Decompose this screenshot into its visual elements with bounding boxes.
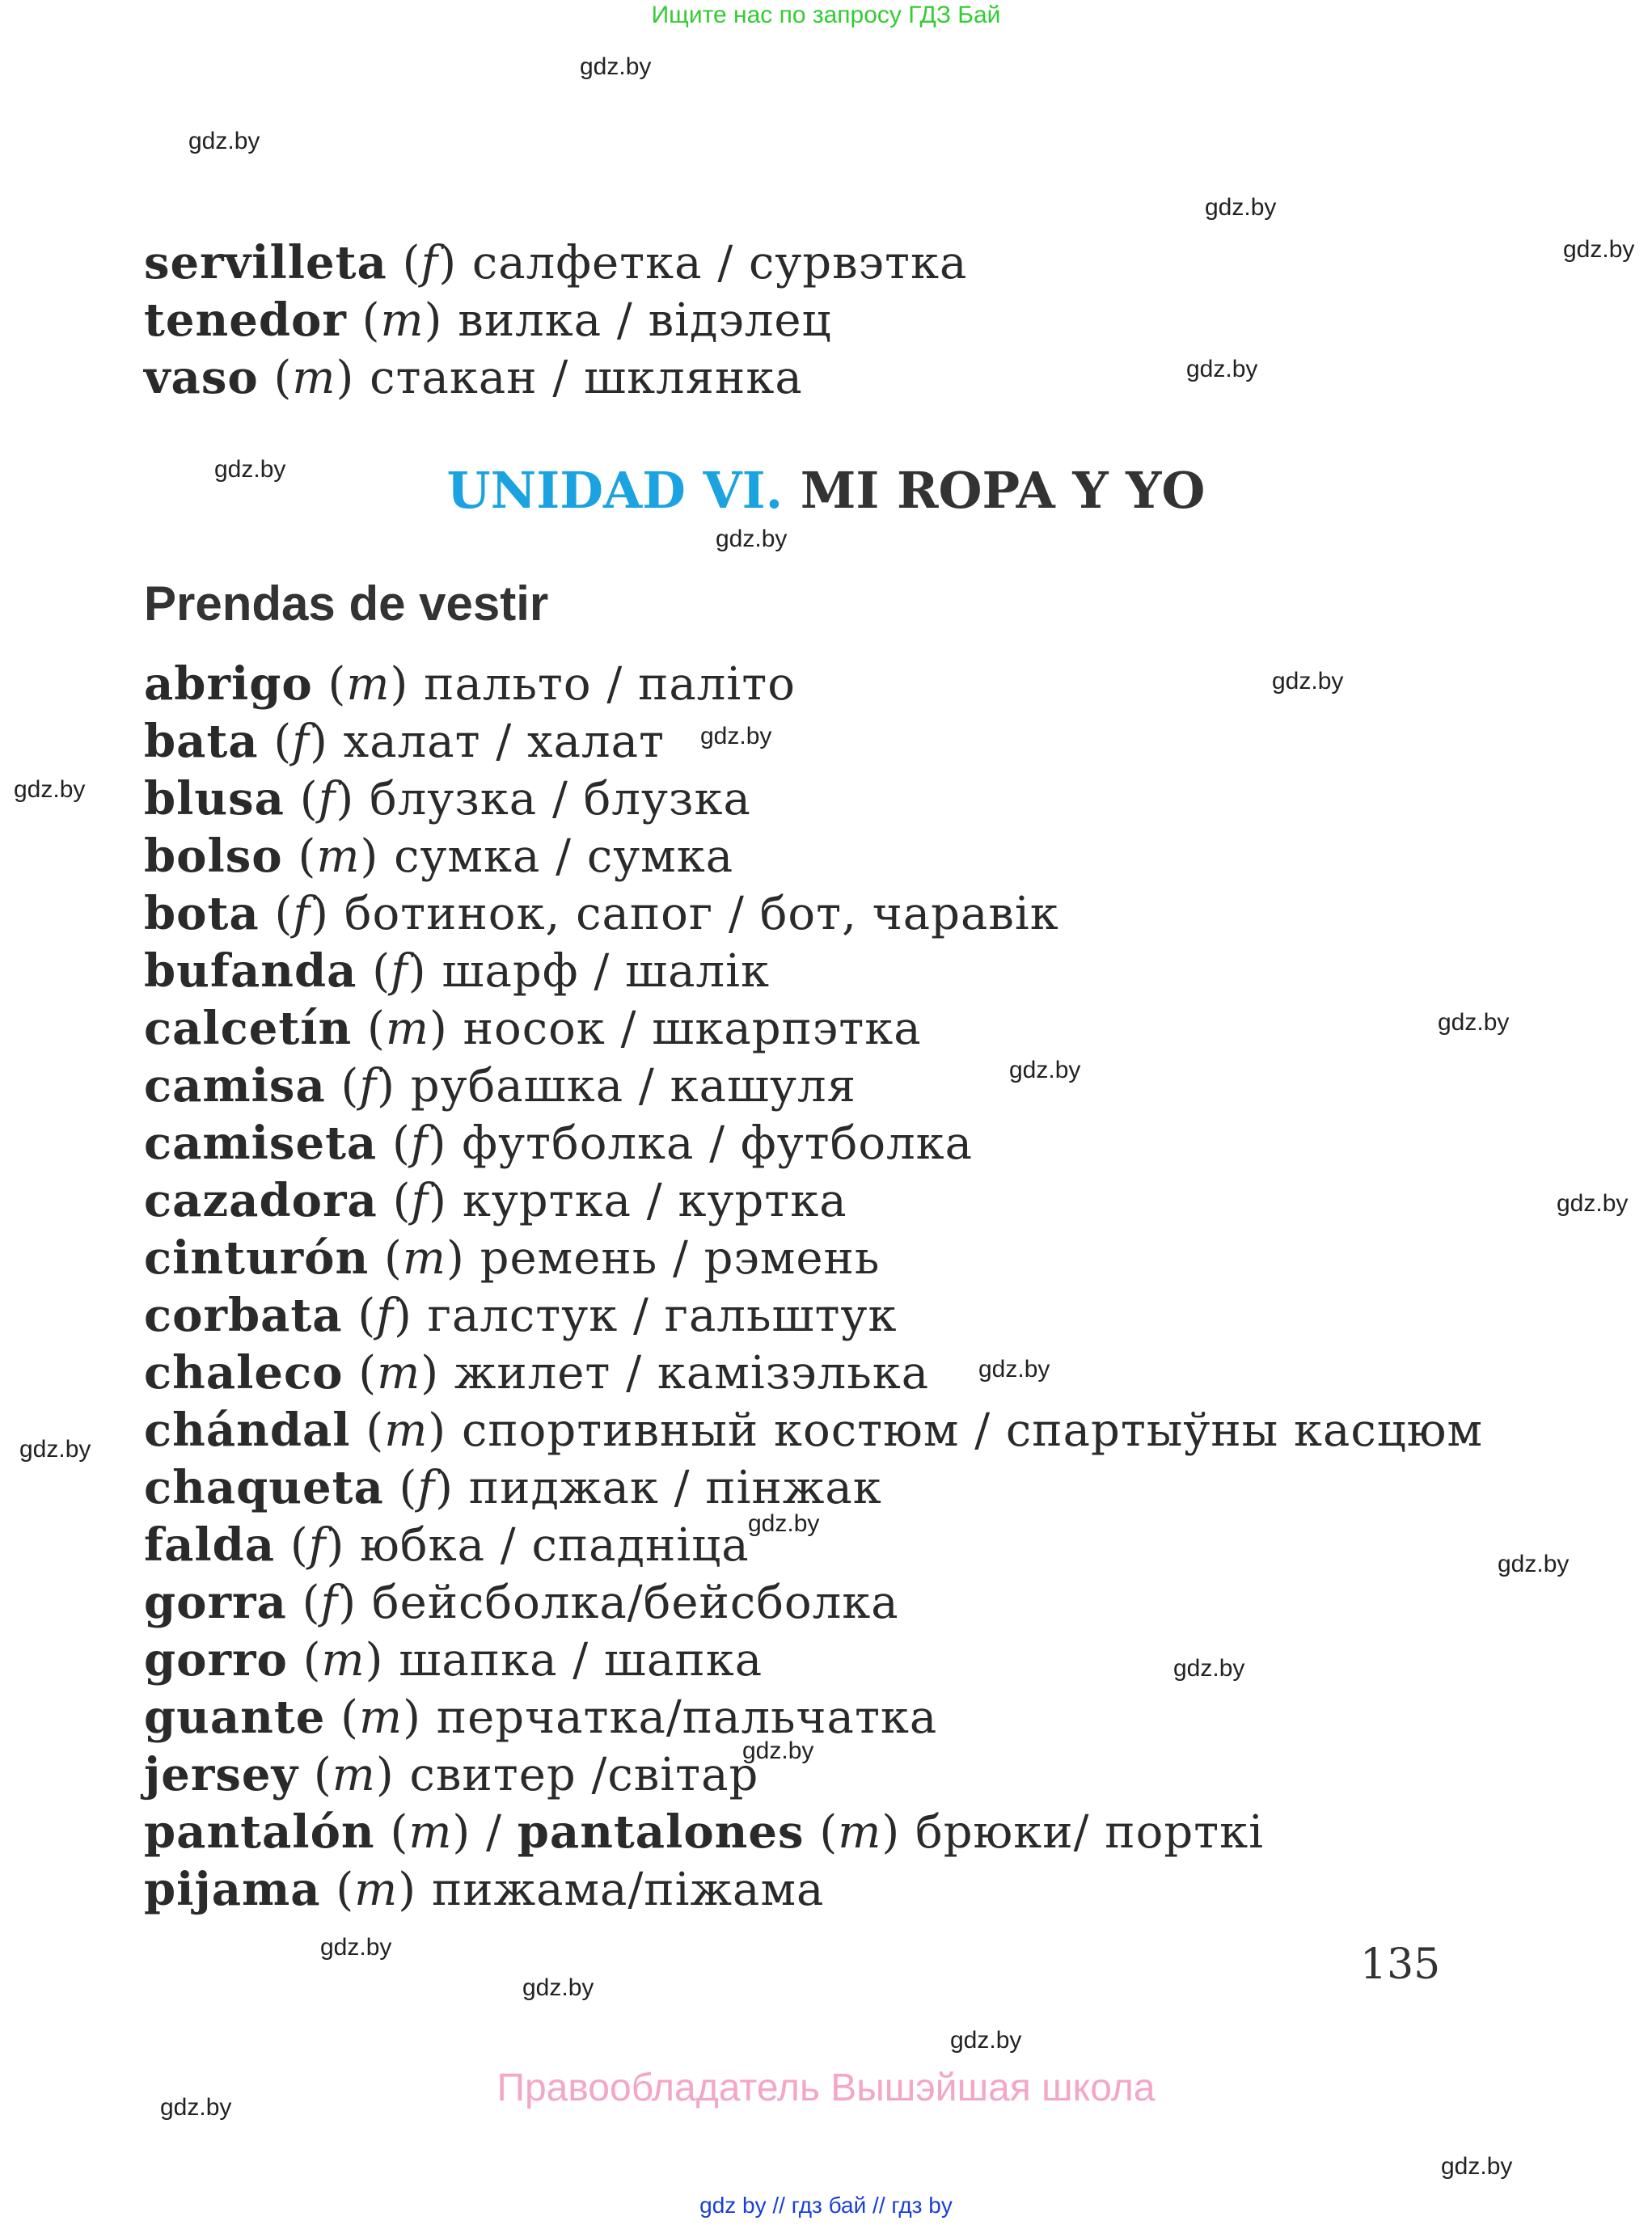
- watermark: gdz.by: [522, 1974, 594, 2001]
- paren-close: ): [377, 1060, 395, 1112]
- spanish-word: corbata: [144, 1289, 343, 1342]
- paren-open: (: [259, 888, 294, 940]
- paren-open: (: [284, 773, 319, 825]
- spanish-word: jersey: [144, 1748, 299, 1801]
- translation: халат / халат: [327, 716, 665, 768]
- gender-marker: m: [316, 830, 361, 883]
- vocabulary-entry: [144, 828, 1483, 885]
- gender-marker: m: [385, 1003, 430, 1055]
- paren-open: (: [350, 1404, 385, 1457]
- paren-close: ): [420, 1347, 440, 1400]
- translation: пижама/піжама: [416, 1864, 825, 1916]
- paren-open: (: [369, 1232, 403, 1285]
- translation: блузка / блузка: [354, 773, 751, 825]
- vocabulary-entry: [144, 234, 967, 292]
- watermark: gdz.by: [1173, 1655, 1245, 1682]
- paren-close: ): [326, 1519, 345, 1572]
- paren-open: (: [325, 1060, 360, 1112]
- vocabulary-entry: [144, 943, 1483, 1000]
- spanish-word: abrigo: [144, 657, 313, 711]
- paren-close: ): [424, 294, 443, 347]
- gender-marker: m: [380, 294, 425, 347]
- spanish-word: camiseta: [144, 1117, 378, 1170]
- gender-marker: m: [408, 1806, 453, 1859]
- paren-close: ): [336, 352, 355, 404]
- paren-open: (: [282, 830, 317, 883]
- vocabulary-entry: [144, 656, 1483, 713]
- translation: футболка / футболка: [446, 1117, 974, 1170]
- gender-marker: f: [411, 1175, 429, 1227]
- paren-close: ): [403, 1691, 421, 1744]
- paren-close: ): [309, 716, 328, 768]
- gender-marker: f: [391, 945, 408, 998]
- paren-open: (: [343, 1347, 378, 1400]
- translation: ботинок, сапог / бот, чаравік: [328, 888, 1059, 940]
- watermark: gdz.by: [742, 1737, 814, 1764]
- vocabulary-entry: [144, 1861, 1483, 1919]
- watermark: gdz.by: [214, 456, 286, 483]
- paren-open: (: [312, 658, 347, 711]
- gender-marker: m: [354, 1864, 399, 1916]
- paren-close: ): [336, 773, 355, 825]
- spanish-word-plural: pantalones: [517, 1805, 805, 1859]
- watermark: gdz.by: [1009, 1057, 1081, 1083]
- translation: юбка / спадніца: [344, 1519, 750, 1572]
- paren-open: (: [346, 294, 381, 347]
- paren-close: ): [435, 1462, 454, 1514]
- translation: стакан / шклянка: [354, 352, 803, 404]
- watermark: gdz.by: [716, 526, 788, 552]
- paren-open: (: [258, 716, 293, 768]
- watermark: gdz.by: [1186, 356, 1258, 382]
- gender-marker: m: [838, 1806, 882, 1859]
- watermark: gdz.by: [14, 776, 86, 803]
- translation: спортивный костюм / спартыўны касцюм: [446, 1404, 1484, 1457]
- vocabulary-entry: [144, 292, 967, 349]
- vocabulary-entry: [144, 1459, 1483, 1517]
- paren-close: ): [428, 1404, 447, 1457]
- watermark: gdz.by: [978, 1356, 1050, 1383]
- spanish-word: guante: [144, 1691, 326, 1744]
- paren-open: (: [342, 1290, 377, 1342]
- vocabulary-entry: [144, 1058, 1483, 1115]
- paren-close: ): [452, 1806, 471, 1859]
- vocabulary-entry: [144, 1287, 1483, 1345]
- paren-open: (: [287, 1634, 322, 1687]
- paren-close: ): [375, 1749, 395, 1801]
- watermark: gdz.by: [1563, 236, 1635, 263]
- spanish-word: pijama: [144, 1863, 321, 1916]
- vocabulary-entry: [144, 1746, 1483, 1804]
- vocabulary-entry: [144, 1000, 1483, 1058]
- paren-close: ): [446, 1232, 465, 1285]
- gender-marker: m: [359, 1691, 403, 1744]
- translation: вилка / відэлец: [442, 294, 832, 347]
- spanish-word: falda: [144, 1518, 276, 1572]
- spanish-word: chándal: [144, 1404, 351, 1457]
- paren-open: (: [298, 1749, 332, 1801]
- vocabulary-entry: [144, 885, 1483, 943]
- translation: сумка / сумка: [378, 830, 734, 883]
- vocabulary-entry: [144, 1804, 1483, 1861]
- vocabulary-entry: [144, 1172, 1483, 1230]
- paren-close: ): [311, 888, 329, 940]
- watermark: gdz.by: [950, 2027, 1022, 2054]
- vocabulary-entry: [144, 1689, 1483, 1746]
- vocabulary-entry: [144, 1632, 1483, 1689]
- paren-open: (: [286, 1577, 321, 1629]
- watermark: gdz.by: [188, 128, 260, 154]
- paren-open: (: [325, 1691, 360, 1744]
- gender-marker: m: [377, 1347, 421, 1400]
- watermark: gdz.by: [1498, 1551, 1570, 1577]
- unit-label: UNIDAD VI.: [446, 461, 784, 520]
- vocabulary-entry: [144, 1402, 1483, 1459]
- paren-close: ): [429, 1003, 448, 1055]
- spanish-word: bufanda: [144, 944, 357, 998]
- unit-title: [0, 461, 1652, 520]
- spanish-word: chaqueta: [144, 1461, 384, 1514]
- gender-marker: f: [376, 1290, 394, 1342]
- watermark: gdz.by: [580, 53, 652, 80]
- watermark: gdz.by: [1272, 668, 1344, 695]
- translation: бейсболка/бейсболка: [357, 1577, 899, 1629]
- paren-close: ): [881, 1806, 901, 1859]
- page-number: 135: [1360, 1940, 1441, 1989]
- watermark: gdz.by: [748, 1510, 820, 1537]
- paren-close: ): [365, 1634, 384, 1687]
- gender-marker: f: [292, 716, 310, 768]
- gender-marker: f: [293, 888, 311, 940]
- gender-marker: m: [384, 1404, 429, 1457]
- translation: пальто / паліто: [408, 658, 796, 711]
- watermark: gdz.by: [320, 1934, 392, 1961]
- unit-name: MI ROPA Y YO: [800, 461, 1206, 520]
- spanish-word: bolso: [144, 830, 283, 883]
- gender-marker: f: [410, 1117, 429, 1170]
- translation: носок / шкарпэтка: [447, 1003, 922, 1055]
- paren-close: ): [338, 1577, 357, 1629]
- paren-close: ): [429, 1175, 448, 1227]
- watermark: gdz.by: [1441, 2153, 1513, 2180]
- gender-marker: m: [292, 352, 336, 404]
- translation: жилет / камізэлька: [439, 1347, 930, 1400]
- vocabulary-entry: [144, 771, 1483, 828]
- spanish-word: blusa: [144, 772, 285, 825]
- translation: пиджак / пінжак: [454, 1462, 882, 1514]
- vocabulary-list-clothing: [144, 656, 1483, 1919]
- paren-open: (: [387, 237, 421, 289]
- spanish-word: bota: [144, 887, 260, 940]
- bottom-links[interactable]: gdz by // гдз бай // гдз by: [699, 2193, 953, 2218]
- translation: ремень / рэмень: [464, 1232, 881, 1285]
- vocabulary-entry: [144, 349, 967, 407]
- paren-close: ): [398, 1864, 417, 1916]
- translation: рубашка / кашуля: [395, 1060, 856, 1112]
- gender-marker: m: [402, 1232, 447, 1285]
- translation: свитер /світар: [394, 1749, 759, 1801]
- vocabulary-entry: [144, 1345, 1483, 1402]
- gender-marker: f: [318, 773, 336, 825]
- paren-close: ): [428, 1117, 447, 1170]
- section-heading: Prendas de vestir: [144, 576, 549, 631]
- paren-open: (: [374, 1806, 409, 1859]
- translation: куртка / куртка: [447, 1175, 847, 1227]
- top-banner[interactable]: Ищите нас по запросу ГДЗ Бай: [651, 2, 1001, 28]
- paren-close: ): [438, 237, 458, 289]
- vocabulary-entry: [144, 1230, 1483, 1287]
- spanish-word: servilleta: [144, 236, 387, 289]
- gender-marker: f: [320, 1577, 339, 1629]
- gender-marker: m: [332, 1749, 376, 1801]
- paren-open: (: [352, 1003, 386, 1055]
- watermark: gdz.by: [700, 723, 772, 749]
- paren-open: (: [377, 1117, 411, 1170]
- spanish-word: calcetín: [144, 1002, 353, 1055]
- paren-open: (: [275, 1519, 309, 1572]
- spanish-word: gorro: [144, 1633, 288, 1687]
- translation: галстук / гальштук: [412, 1290, 898, 1342]
- vocabulary-list-top: [144, 234, 967, 407]
- paren-open: (: [383, 1462, 418, 1514]
- watermark: gdz.by: [1205, 194, 1277, 221]
- paren-open: (: [377, 1175, 412, 1227]
- paren-open: (: [320, 1864, 355, 1916]
- spanish-word: bata: [144, 715, 259, 768]
- vocabulary-entry: [144, 713, 1483, 771]
- paren-open: (: [804, 1806, 839, 1859]
- translation: брюки/ порткі: [900, 1806, 1265, 1859]
- paren-close: ): [390, 658, 409, 711]
- watermark: gdz.by: [1557, 1190, 1629, 1217]
- copyright-notice: Правообладатель Вышэйшая школа: [496, 2067, 1156, 2109]
- paren-close: ): [408, 945, 427, 998]
- paren-close: ): [360, 830, 379, 883]
- translation: салфетка / сурвэтка: [457, 237, 968, 289]
- gender-marker: f: [417, 1462, 436, 1514]
- spanish-word: gorra: [144, 1576, 287, 1629]
- spanish-word: cinturón: [144, 1231, 370, 1285]
- gender-marker: f: [420, 237, 439, 289]
- vocabulary-entry: [144, 1115, 1483, 1172]
- watermark: gdz.by: [19, 1436, 91, 1463]
- gender-marker: m: [346, 658, 391, 711]
- spanish-word: pantalón: [144, 1805, 375, 1859]
- gender-marker: m: [321, 1634, 365, 1687]
- spanish-word: camisa: [144, 1059, 326, 1112]
- spanish-word: chaleco: [144, 1346, 344, 1400]
- watermark: gdz.by: [1438, 1009, 1510, 1036]
- translation: перчатка/пальчатка: [421, 1691, 938, 1744]
- translation: шарф / шалік: [426, 945, 770, 998]
- translation: /: [471, 1806, 518, 1859]
- paren-close: ): [393, 1290, 412, 1342]
- spanish-word: vaso: [144, 351, 259, 404]
- vocabulary-entry: [144, 1574, 1483, 1632]
- watermark: gdz.by: [160, 2094, 232, 2121]
- gender-marker: f: [308, 1519, 327, 1572]
- spanish-word: cazadora: [144, 1174, 378, 1227]
- translation: шапка / шапка: [383, 1634, 763, 1687]
- gender-marker: f: [359, 1060, 378, 1112]
- paren-open: (: [258, 352, 293, 404]
- paren-open: (: [357, 945, 391, 998]
- vocabulary-entry: [144, 1517, 1483, 1574]
- spanish-word: tenedor: [144, 293, 347, 347]
